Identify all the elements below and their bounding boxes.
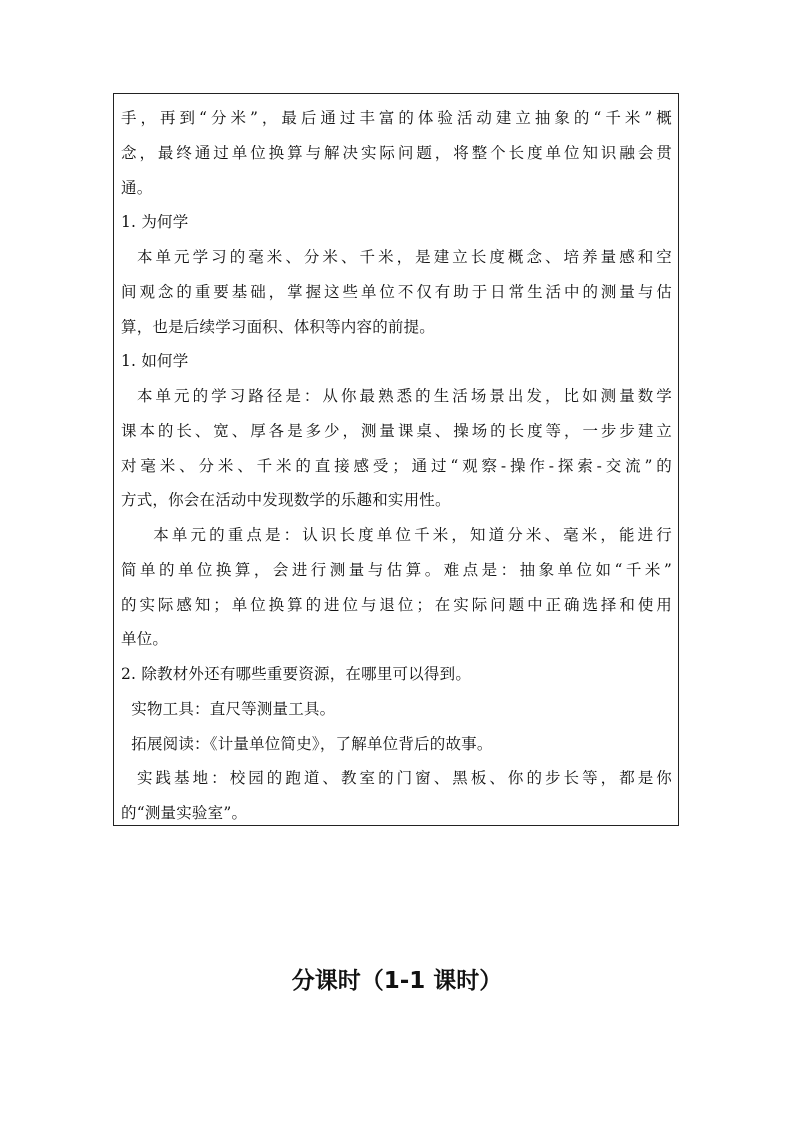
text-line: 实物工具：直尺等测量工具。 (121, 700, 336, 718)
text-line: 念，最终通过单位换算与解决实际问题，将整个长度单位知识融会贯 (121, 144, 672, 162)
text-line: 简单的单位换算，会进行测量与估算。难点是：抽象单位如“千米” (121, 561, 672, 579)
text-line: 拓展阅读：《计量单位简史》，了解单位背后的故事。 (121, 735, 493, 753)
page-heading: 分课时（1-1 课时） (291, 968, 503, 994)
text-line: 对毫米、分米、千米的直接感受；通过“观察-操作-探索-交流”的 (121, 457, 672, 475)
text-line: 的实际感知；单位换算的进位与退位；在实际问题中正确选择和使用 (121, 596, 672, 614)
text-line: 的“测量实验室”。 (121, 804, 248, 822)
text-line: 本单元的学习路径是：从你最熟悉的生活场景出发，比如测量数学 (121, 387, 672, 405)
section-title: 2. 除教材外还有哪些重要资源，在哪里可以得到。 (121, 665, 472, 683)
text-line: 本单元的重点是：认识长度单位千米，知道分米、毫米，能进行 (121, 526, 672, 544)
text-line: 手，再到“分米”，最后通过丰富的体验活动建立抽象的“千米”概 (121, 109, 672, 127)
text-line: 算，也是后续学习面积、体积等内容的前提。 (121, 318, 436, 336)
content-box (113, 93, 679, 826)
section-title: 1. 为何学 (121, 213, 189, 231)
section-title: 1. 如何学 (121, 352, 189, 370)
text-line: 间观念的重要基础，掌握这些单位不仅有助于日常生活中的测量与估 (121, 283, 672, 301)
text-line: 实践基地：校园的跑道、教室的门窗、黑板、你的步长等，都是你 (121, 769, 672, 787)
text-line: 单位。 (121, 630, 169, 648)
text-line: 通。 (121, 179, 153, 197)
text-line: 课本的长、宽、厚各是多少，测量课桌、操场的长度等，一步步建立 (121, 422, 672, 440)
text-line: 方式，你会在活动中发现数学的乐趣和实用性。 (121, 491, 451, 509)
text-line: 本单元学习的毫米、分米、千米，是建立长度概念、培养量感和空 (121, 248, 672, 266)
